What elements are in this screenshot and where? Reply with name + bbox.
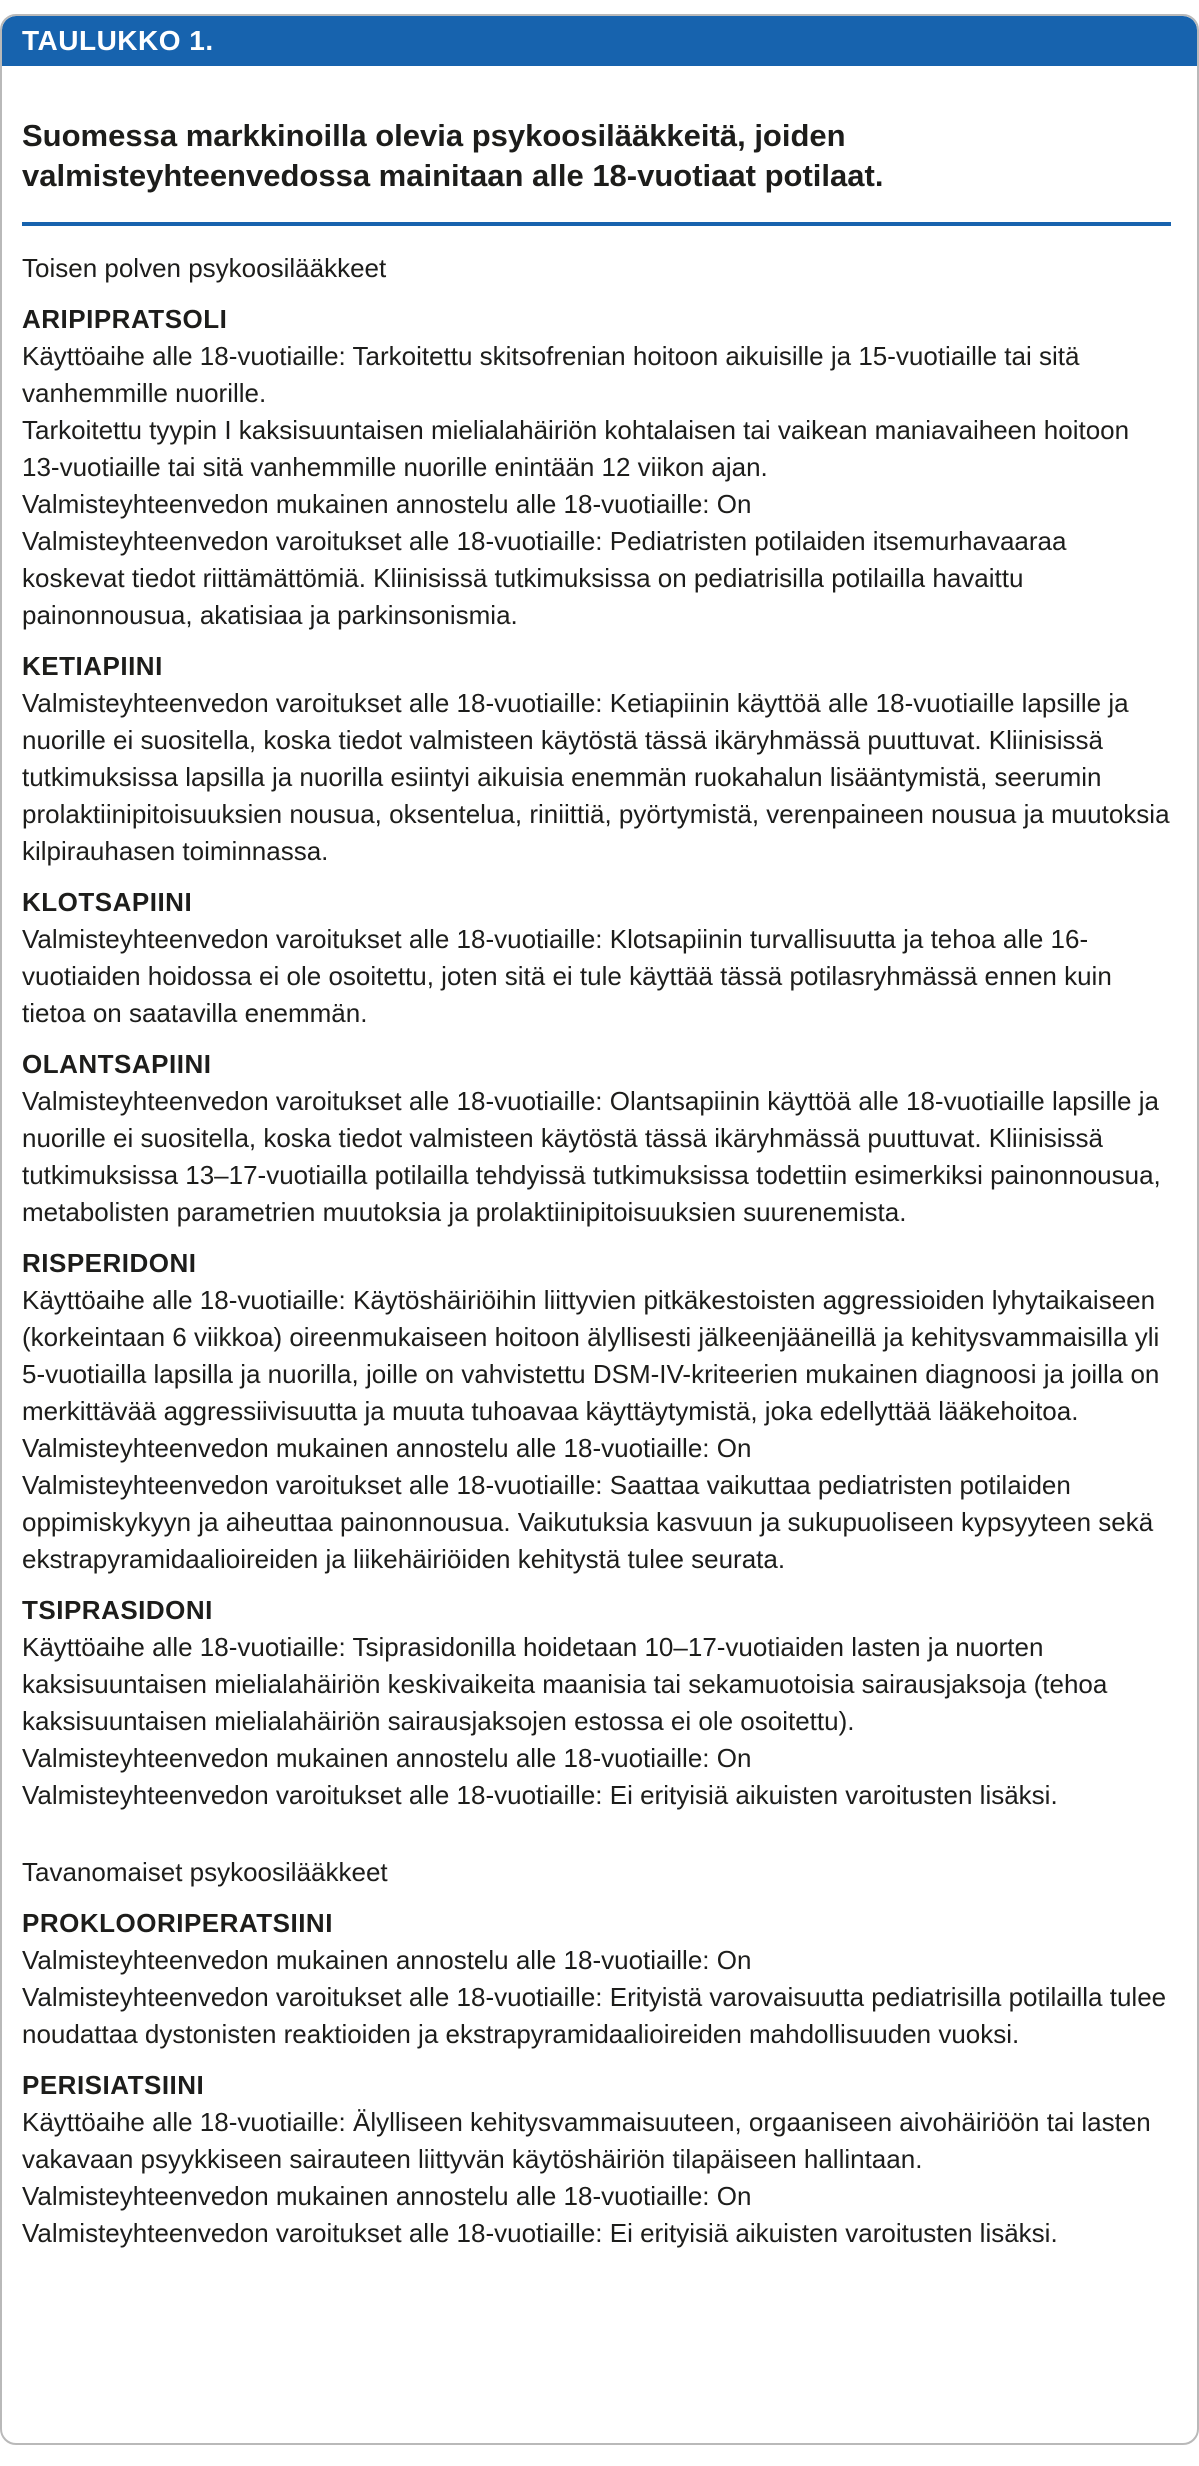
drug-perisiatsiini [22, 2067, 1171, 2252]
drug-paragraph: Valmisteyhteenvedon varoitukset alle 18-vuotiaille: Ei erityisiä aikuisten varoitusten lisäksi. [22, 2218, 1058, 2248]
drug-paragraph: Tarkoitettu tyypin I kaksisuuntaisen mielialahäiriön kohtalaisen tai vaikean maniavaiheen hoitoon 13-vuotiaille tai sitä vanhemmille nuorille enintään 12 viikon ajan. [22, 415, 1130, 482]
drug-name: KETIAPIINI [22, 651, 163, 681]
drug-name: OLANTSAPIINI [22, 1049, 212, 1079]
drug-klotsapiini [22, 884, 1171, 1032]
drug-paragraph: Valmisteyhteenvedon varoitukset alle 18-vuotiaille: Erityistä varovaisuutta pediatrisilla potilailla tulee noudattaa dystonisten reaktioiden ja ekstrapyramidaalioireiden mahdollisuuden vuoksi. [22, 1982, 1167, 2049]
drug-name: PROKLOORIPERATSIINI [22, 1908, 333, 1938]
group-heading-second-generation: Toisen polven psykoosilääkkeet [22, 253, 387, 283]
drug-paragraph: Valmisteyhteenvedon varoitukset alle 18-vuotiaille: Ei erityisiä aikuisten varoitusten lisäksi. [22, 1780, 1058, 1810]
drug-name: ARIPIPRATSOLI [22, 304, 228, 334]
drug-paragraph: Valmisteyhteenvedon varoitukset alle 18-vuotiaille: Ketiapiinin käyttöä alle 18-vuotiaille lapsille ja nuorille ei suositella, koska tiedot valmisteen käytöstä tässä ikäryhmässä puuttuvat. Kliinisissä tutkimuksissa lapsilla ja nuorilla esiintyi aikuisia enemmän ruokahalun lisääntymistä, seerumin prolaktiinipitoisuuksien nousua, oksentelua, riniittiä, pyörtymistä, verenpaineen nousua ja muutoksia kilpirauhasen toiminnassa. [22, 688, 1170, 866]
header-bar [2, 16, 1197, 66]
drug-proklooriperatsiini [22, 1905, 1171, 2053]
drug-olantsapiini [22, 1046, 1171, 1231]
drug-paragraph: Valmisteyhteenvedon mukainen annostelu alle 18-vuotiaille: On [22, 1945, 752, 1975]
table-panel [0, 14, 1199, 2445]
table-label: TAULUKKO 1. [22, 25, 214, 56]
drug-ketiapiini [22, 648, 1171, 870]
drug-paragraph: Valmisteyhteenvedon mukainen annostelu alle 18-vuotiaille: On [22, 489, 752, 519]
table-content [2, 226, 1197, 2252]
drug-name: TSIPRASIDONI [22, 1595, 213, 1625]
drug-name: PERISIATSIINI [22, 2070, 205, 2100]
group-heading-conventional: Tavanomaiset psykoosilääkkeet [22, 1857, 388, 1887]
table-title: Suomessa markkinoilla olevia psykoosilääkkeitä, joiden valmisteyhteenvedossa mainitaan alle 18-vuotiaat potilaat. [22, 118, 884, 193]
drug-paragraph: Valmisteyhteenvedon mukainen annostelu alle 18-vuotiaille: On [22, 2181, 752, 2211]
drug-aripipratsoli [22, 301, 1171, 634]
drug-paragraph: Käyttöaihe alle 18-vuotiaille: Tarkoitettu skitsofrenian hoitoon aikuisille ja 15-vuotiaille tai sitä vanhemmille nuorille. [22, 341, 1080, 408]
drug-paragraph: Valmisteyhteenvedon mukainen annostelu alle 18-vuotiaille: On [22, 1433, 752, 1463]
drug-paragraph: Käyttöaihe alle 18-vuotiaille: Tsiprasidonilla hoidetaan 10–17-vuotiaiden lasten ja nuorten kaksisuuntaisen mielialahäiriön keskivaikeita maanisia tai sekamuotoisia sairausjaksoja (tehoa kaksisuuntaisen mielialahäiriön sairausjaksojen estossa ei ole osoitettu). [22, 1632, 1108, 1736]
drug-paragraph: Valmisteyhteenvedon varoitukset alle 18-vuotiaille: Klotsapiinin turvallisuutta ja tehoa alle 16-vuotiaiden hoidossa ei ole osoitettu, joten sitä ei tule käyttää tässä potilasryhmässä ennen kuin tietoa on saatavilla enemmän. [22, 924, 1112, 1028]
drug-paragraph: Valmisteyhteenvedon varoitukset alle 18-vuotiaille: Saattaa vaikuttaa pediatristen potilaiden oppimiskykyyn ja aiheuttaa painonnousua. Vaikutuksia kasvuun ja sukupuoliseen kypsyyteen sekä ekstrapyramidaalioireiden ja liikehäiriöiden kehitystä tulee seurata. [22, 1470, 1154, 1574]
drug-paragraph: Käyttöaihe alle 18-vuotiaille: Älylliseen kehitysvammaisuuteen, orgaaniseen aivohäiriöön tai lasten vakavaan psyykkiseen sairauteen liittyvän käytöshäiriön tilapäiseen hallintaan. [22, 2107, 1151, 2174]
drug-paragraph: Valmisteyhteenvedon mukainen annostelu alle 18-vuotiaille: On [22, 1743, 752, 1773]
drug-paragraph: Käyttöaihe alle 18-vuotiaille: Käytöshäiriöihin liittyvien pitkäkestoisten aggressioiden lyhytaikaiseen (korkeintaan 6 viikkoa) oireenmukaiseen hoitoon älyllisesti jälkeenjääneillä ja kehitysvammaisilla yli 5-vuotiailla lapsilla ja nuorilla, joille on vahvistettu DSM-IV-kriteerien mukainen diagnoosi ja joilla on merkittävää aggressiivisuutta ja muuta tuhoavaa käyttäytymistä, joka edellyttää lääkehoitoa. [22, 1285, 1160, 1426]
drug-tsiprasidoni [22, 1592, 1171, 1814]
drug-name: RISPERIDONI [22, 1248, 197, 1278]
drug-paragraph: Valmisteyhteenvedon varoitukset alle 18-vuotiaille: Olantsapiinin käyttöä alle 18-vuotiaille lapsille ja nuorille ei suositella, koska tiedot valmisteen käytöstä tässä ikäryhmässä puuttuvat. Kliinisissä tutkimuksissa 13–17-vuotiailla potilailla tehdyissä tutkimuksissa todettiin esimerkiksi painonnousua, metabolisten parametrien muutoksia ja prolaktiinipitoisuuksien suurenemista. [22, 1086, 1161, 1227]
drug-name: KLOTSAPIINI [22, 887, 193, 917]
drug-risperidoni [22, 1245, 1171, 1578]
drug-paragraph: Valmisteyhteenvedon varoitukset alle 18-vuotiaille: Pediatristen potilaiden itsemurhavaaraa koskevat tiedot riittämättömiä. Kliinisissä tutkimuksissa on pediatrisilla potilailla havaittu painonnousua, akatisiaa ja parkinsonismia. [22, 526, 1067, 630]
